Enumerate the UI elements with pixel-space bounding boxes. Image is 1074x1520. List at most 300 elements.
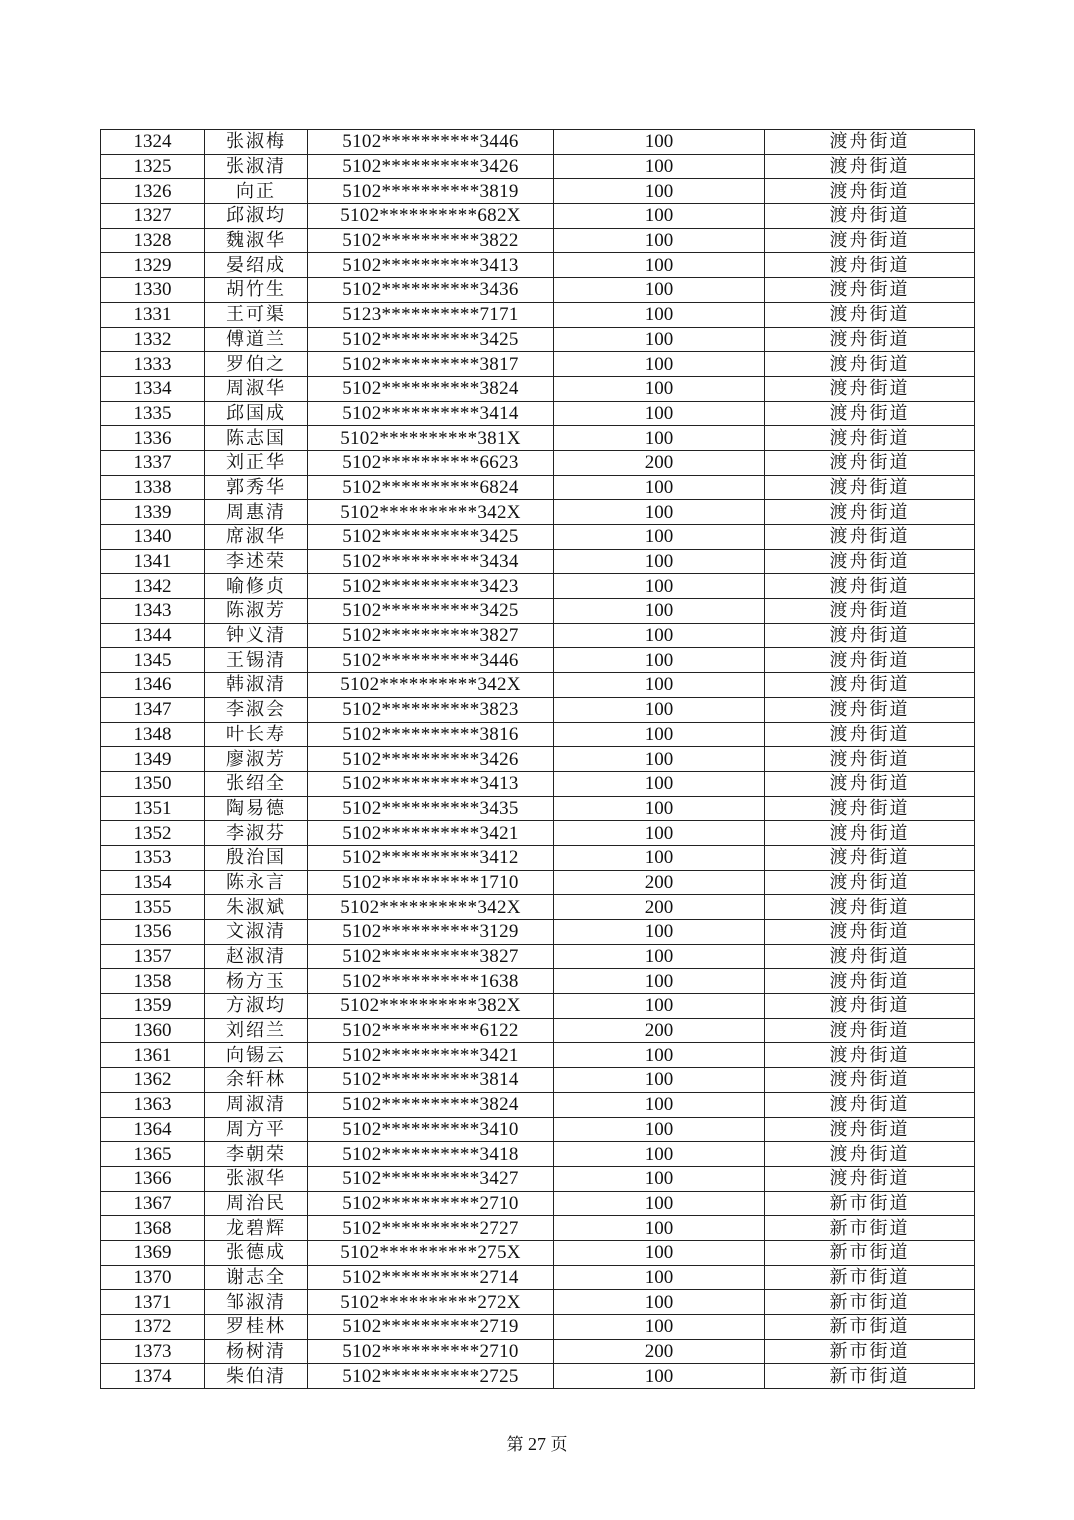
table-row	[101, 179, 975, 204]
row-number-cell: 1340	[101, 525, 205, 550]
table-row	[101, 154, 975, 179]
amount-cell: 100	[554, 771, 765, 796]
table-row	[101, 771, 975, 796]
id-number-cell: 5102**********3129	[308, 920, 554, 945]
table-row	[101, 870, 975, 895]
row-number-cell: 1334	[101, 376, 205, 401]
row-number-cell: 1352	[101, 821, 205, 846]
id-number-cell: 5102**********381X	[308, 426, 554, 451]
name-cell: 方淑均	[205, 994, 308, 1019]
row-number-cell: 1363	[101, 1092, 205, 1117]
row-number-cell: 1331	[101, 302, 205, 327]
street-cell: 渡舟街道	[765, 574, 975, 599]
name-cell: 魏淑华	[205, 228, 308, 253]
amount-cell: 100	[554, 130, 765, 155]
name-cell: 罗伯之	[205, 352, 308, 377]
street-cell: 新市街道	[765, 1315, 975, 1340]
street-cell: 渡舟街道	[765, 944, 975, 969]
amount-cell: 100	[554, 920, 765, 945]
name-cell: 殷治国	[205, 845, 308, 870]
id-number-cell: 5123**********7171	[308, 302, 554, 327]
id-number-cell: 5102**********2719	[308, 1315, 554, 1340]
row-number-cell: 1356	[101, 920, 205, 945]
street-cell: 渡舟街道	[765, 475, 975, 500]
id-number-cell: 5102**********3413	[308, 771, 554, 796]
name-cell: 陈志国	[205, 426, 308, 451]
amount-cell: 100	[554, 574, 765, 599]
id-number-cell: 5102**********3423	[308, 574, 554, 599]
id-number-cell: 5102**********3827	[308, 623, 554, 648]
amount-cell: 200	[554, 1018, 765, 1043]
id-number-cell: 5102**********3425	[308, 327, 554, 352]
table-row	[101, 475, 975, 500]
amount-cell: 100	[554, 1142, 765, 1167]
table-row	[101, 204, 975, 229]
amount-cell: 200	[554, 1339, 765, 1364]
street-cell: 渡舟街道	[765, 895, 975, 920]
name-cell: 刘绍兰	[205, 1018, 308, 1043]
row-number-cell: 1353	[101, 845, 205, 870]
table-row	[101, 130, 975, 155]
table-row	[101, 1339, 975, 1364]
row-number-cell: 1370	[101, 1265, 205, 1290]
amount-cell: 100	[554, 969, 765, 994]
amount-cell: 100	[554, 845, 765, 870]
name-cell: 刘正华	[205, 450, 308, 475]
table-row	[101, 1315, 975, 1340]
table-row	[101, 747, 975, 772]
id-number-cell: 5102**********3824	[308, 376, 554, 401]
table-row	[101, 1240, 975, 1265]
id-number-cell: 5102**********3446	[308, 130, 554, 155]
table-row	[101, 278, 975, 303]
name-cell: 罗桂林	[205, 1315, 308, 1340]
table-row	[101, 327, 975, 352]
amount-cell: 100	[554, 1043, 765, 1068]
amount-cell: 200	[554, 895, 765, 920]
row-number-cell: 1349	[101, 747, 205, 772]
row-number-cell: 1327	[101, 204, 205, 229]
street-cell: 渡舟街道	[765, 1142, 975, 1167]
page-number: 27	[528, 1434, 546, 1454]
name-cell: 叶长寿	[205, 722, 308, 747]
table-row	[101, 994, 975, 1019]
amount-cell: 100	[554, 401, 765, 426]
street-cell: 渡舟街道	[765, 697, 975, 722]
table-row	[101, 845, 975, 870]
street-cell: 渡舟街道	[765, 352, 975, 377]
street-cell: 渡舟街道	[765, 302, 975, 327]
amount-cell: 100	[554, 1240, 765, 1265]
name-cell: 向锡云	[205, 1043, 308, 1068]
row-number-cell: 1338	[101, 475, 205, 500]
name-cell: 张绍全	[205, 771, 308, 796]
row-number-cell: 1367	[101, 1191, 205, 1216]
name-cell: 杨方玉	[205, 969, 308, 994]
row-number-cell: 1360	[101, 1018, 205, 1043]
row-number-cell: 1335	[101, 401, 205, 426]
table-row	[101, 1018, 975, 1043]
name-cell: 杨树清	[205, 1339, 308, 1364]
name-cell: 周惠清	[205, 500, 308, 525]
row-number-cell: 1374	[101, 1364, 205, 1389]
id-number-cell: 5102**********2725	[308, 1364, 554, 1389]
street-cell: 渡舟街道	[765, 154, 975, 179]
amount-cell: 100	[554, 697, 765, 722]
street-cell: 渡舟街道	[765, 450, 975, 475]
street-cell: 渡舟街道	[765, 771, 975, 796]
id-number-cell: 5102**********3426	[308, 154, 554, 179]
row-number-cell: 1358	[101, 969, 205, 994]
row-number-cell: 1355	[101, 895, 205, 920]
table-row	[101, 1092, 975, 1117]
amount-cell: 100	[554, 228, 765, 253]
street-cell: 渡舟街道	[765, 821, 975, 846]
amount-cell: 100	[554, 1191, 765, 1216]
street-cell: 新市街道	[765, 1240, 975, 1265]
id-number-cell: 5102**********342X	[308, 500, 554, 525]
street-cell: 新市街道	[765, 1290, 975, 1315]
id-number-cell: 5102**********3446	[308, 648, 554, 673]
name-cell: 赵淑清	[205, 944, 308, 969]
id-number-cell: 5102**********3814	[308, 1068, 554, 1093]
name-cell: 李淑会	[205, 697, 308, 722]
page-footer	[0, 1430, 1074, 1455]
footer-suffix: 页	[550, 1435, 568, 1455]
name-cell: 韩淑清	[205, 673, 308, 698]
row-number-cell: 1350	[101, 771, 205, 796]
street-cell: 渡舟街道	[765, 1166, 975, 1191]
amount-cell: 100	[554, 253, 765, 278]
name-cell: 钟义清	[205, 623, 308, 648]
id-number-cell: 5102**********6623	[308, 450, 554, 475]
table-row	[101, 253, 975, 278]
id-number-cell: 5102**********682X	[308, 204, 554, 229]
table-row	[101, 1166, 975, 1191]
row-number-cell: 1333	[101, 352, 205, 377]
table-row	[101, 1364, 975, 1389]
row-number-cell: 1344	[101, 623, 205, 648]
amount-cell: 100	[554, 1265, 765, 1290]
amount-cell: 100	[554, 673, 765, 698]
amount-cell: 100	[554, 1068, 765, 1093]
name-cell: 傅道兰	[205, 327, 308, 352]
table-row	[101, 969, 975, 994]
amount-cell: 100	[554, 549, 765, 574]
row-number-cell: 1362	[101, 1068, 205, 1093]
table-row	[101, 549, 975, 574]
row-number-cell: 1328	[101, 228, 205, 253]
id-number-cell: 5102**********3817	[308, 352, 554, 377]
street-cell: 渡舟街道	[765, 204, 975, 229]
street-cell: 新市街道	[765, 1216, 975, 1241]
street-cell: 新市街道	[765, 1364, 975, 1389]
row-number-cell: 1341	[101, 549, 205, 574]
table-row	[101, 1142, 975, 1167]
table-row	[101, 450, 975, 475]
table-row	[101, 525, 975, 550]
footer-prefix: 第	[506, 1435, 524, 1455]
table-row	[101, 920, 975, 945]
street-cell: 渡舟街道	[765, 1068, 975, 1093]
street-cell: 渡舟街道	[765, 648, 975, 673]
table-row	[101, 228, 975, 253]
name-cell: 周治民	[205, 1191, 308, 1216]
table-row	[101, 401, 975, 426]
street-cell: 渡舟街道	[765, 920, 975, 945]
row-number-cell: 1369	[101, 1240, 205, 1265]
table-row	[101, 1043, 975, 1068]
row-number-cell: 1354	[101, 870, 205, 895]
table-row	[101, 352, 975, 377]
row-number-cell: 1348	[101, 722, 205, 747]
row-number-cell: 1339	[101, 500, 205, 525]
name-cell: 柴伯清	[205, 1364, 308, 1389]
street-cell: 渡舟街道	[765, 376, 975, 401]
street-cell: 渡舟街道	[765, 969, 975, 994]
street-cell: 新市街道	[765, 1265, 975, 1290]
street-cell: 渡舟街道	[765, 228, 975, 253]
amount-cell: 100	[554, 1315, 765, 1340]
name-cell: 余轩林	[205, 1068, 308, 1093]
name-cell: 张淑华	[205, 1166, 308, 1191]
amount-cell: 100	[554, 154, 765, 179]
table-row	[101, 623, 975, 648]
street-cell: 渡舟街道	[765, 278, 975, 303]
street-cell: 渡舟街道	[765, 426, 975, 451]
street-cell: 渡舟街道	[765, 179, 975, 204]
row-number-cell: 1364	[101, 1117, 205, 1142]
street-cell: 渡舟街道	[765, 845, 975, 870]
amount-cell: 100	[554, 352, 765, 377]
amount-cell: 100	[554, 204, 765, 229]
table-row	[101, 302, 975, 327]
row-number-cell: 1337	[101, 450, 205, 475]
id-number-cell: 5102**********3413	[308, 253, 554, 278]
table-row	[101, 376, 975, 401]
name-cell: 周淑清	[205, 1092, 308, 1117]
street-cell: 渡舟街道	[765, 1117, 975, 1142]
name-cell: 张淑清	[205, 154, 308, 179]
street-cell: 渡舟街道	[765, 1092, 975, 1117]
amount-cell: 100	[554, 821, 765, 846]
name-cell: 李淑芬	[205, 821, 308, 846]
street-cell: 渡舟街道	[765, 599, 975, 624]
row-number-cell: 1324	[101, 130, 205, 155]
amount-cell: 100	[554, 994, 765, 1019]
id-number-cell: 5102**********3426	[308, 747, 554, 772]
row-number-cell: 1347	[101, 697, 205, 722]
id-number-cell: 5102**********3819	[308, 179, 554, 204]
row-number-cell: 1342	[101, 574, 205, 599]
street-cell: 渡舟街道	[765, 549, 975, 574]
id-number-cell: 5102**********3412	[308, 845, 554, 870]
row-number-cell: 1372	[101, 1315, 205, 1340]
amount-cell: 100	[554, 796, 765, 821]
id-number-cell: 5102**********3436	[308, 278, 554, 303]
street-cell: 渡舟街道	[765, 623, 975, 648]
name-cell: 王可渠	[205, 302, 308, 327]
id-number-cell: 5102**********2727	[308, 1216, 554, 1241]
amount-cell: 100	[554, 278, 765, 303]
row-number-cell: 1343	[101, 599, 205, 624]
amount-cell: 100	[554, 327, 765, 352]
row-number-cell: 1346	[101, 673, 205, 698]
table-row	[101, 426, 975, 451]
name-cell: 陈永言	[205, 870, 308, 895]
row-number-cell: 1351	[101, 796, 205, 821]
table-row	[101, 1265, 975, 1290]
row-number-cell: 1325	[101, 154, 205, 179]
name-cell: 李朝荣	[205, 1142, 308, 1167]
id-number-cell: 5102**********2710	[308, 1191, 554, 1216]
table-row	[101, 500, 975, 525]
id-number-cell: 5102**********3410	[308, 1117, 554, 1142]
row-number-cell: 1359	[101, 994, 205, 1019]
amount-cell: 200	[554, 870, 765, 895]
amount-cell: 100	[554, 1092, 765, 1117]
id-number-cell: 5102**********3822	[308, 228, 554, 253]
table-row	[101, 1068, 975, 1093]
name-cell: 张德成	[205, 1240, 308, 1265]
table-row	[101, 1290, 975, 1315]
id-number-cell: 5102**********3435	[308, 796, 554, 821]
name-cell: 朱淑斌	[205, 895, 308, 920]
amount-cell: 100	[554, 648, 765, 673]
name-cell: 邹淑清	[205, 1290, 308, 1315]
street-cell: 渡舟街道	[765, 870, 975, 895]
street-cell: 新市街道	[765, 1191, 975, 1216]
row-number-cell: 1330	[101, 278, 205, 303]
id-number-cell: 5102**********2714	[308, 1265, 554, 1290]
id-number-cell: 5102**********3824	[308, 1092, 554, 1117]
table-row	[101, 796, 975, 821]
id-number-cell: 5102**********3427	[308, 1166, 554, 1191]
street-cell: 渡舟街道	[765, 1018, 975, 1043]
amount-cell: 200	[554, 450, 765, 475]
id-number-cell: 5102**********6122	[308, 1018, 554, 1043]
amount-cell: 100	[554, 376, 765, 401]
table-row	[101, 1117, 975, 1142]
table-row	[101, 722, 975, 747]
street-cell: 渡舟街道	[765, 401, 975, 426]
street-cell: 渡舟街道	[765, 747, 975, 772]
table-row	[101, 697, 975, 722]
name-cell: 王锡清	[205, 648, 308, 673]
name-cell: 龙碧辉	[205, 1216, 308, 1241]
amount-cell: 100	[554, 1216, 765, 1241]
name-cell: 席淑华	[205, 525, 308, 550]
name-cell: 邱淑均	[205, 204, 308, 229]
id-number-cell: 5102**********3414	[308, 401, 554, 426]
amount-cell: 100	[554, 1166, 765, 1191]
street-cell: 渡舟街道	[765, 994, 975, 1019]
street-cell: 渡舟街道	[765, 796, 975, 821]
name-cell: 喻修贞	[205, 574, 308, 599]
street-cell: 渡舟街道	[765, 673, 975, 698]
name-cell: 谢志全	[205, 1265, 308, 1290]
table-row	[101, 944, 975, 969]
id-number-cell: 5102**********3434	[308, 549, 554, 574]
amount-cell: 100	[554, 722, 765, 747]
row-number-cell: 1357	[101, 944, 205, 969]
id-number-cell: 5102**********3421	[308, 821, 554, 846]
row-number-cell: 1366	[101, 1166, 205, 1191]
row-number-cell: 1326	[101, 179, 205, 204]
name-cell: 周淑华	[205, 376, 308, 401]
street-cell: 渡舟街道	[765, 500, 975, 525]
name-cell: 胡竹生	[205, 278, 308, 303]
id-number-cell: 5102**********342X	[308, 673, 554, 698]
row-number-cell: 1345	[101, 648, 205, 673]
amount-cell: 100	[554, 1364, 765, 1389]
id-number-cell: 5102**********1638	[308, 969, 554, 994]
row-number-cell: 1361	[101, 1043, 205, 1068]
table-row	[101, 895, 975, 920]
id-number-cell: 5102**********3425	[308, 599, 554, 624]
street-cell: 渡舟街道	[765, 253, 975, 278]
amount-cell: 100	[554, 623, 765, 648]
street-cell: 渡舟街道	[765, 327, 975, 352]
table-row	[101, 821, 975, 846]
table-row	[101, 574, 975, 599]
row-number-cell: 1371	[101, 1290, 205, 1315]
street-cell: 渡舟街道	[765, 722, 975, 747]
id-number-cell: 5102**********272X	[308, 1290, 554, 1315]
street-cell: 渡舟街道	[765, 130, 975, 155]
amount-cell: 100	[554, 475, 765, 500]
row-number-cell: 1329	[101, 253, 205, 278]
name-cell: 陈淑芳	[205, 599, 308, 624]
id-number-cell: 5102**********3421	[308, 1043, 554, 1068]
name-cell: 邱国成	[205, 401, 308, 426]
name-cell: 陶易德	[205, 796, 308, 821]
name-cell: 郭秀华	[205, 475, 308, 500]
name-cell: 向正	[205, 179, 308, 204]
id-number-cell: 5102**********6824	[308, 475, 554, 500]
amount-cell: 100	[554, 1117, 765, 1142]
table-row	[101, 648, 975, 673]
amount-cell: 100	[554, 426, 765, 451]
id-number-cell: 5102**********382X	[308, 994, 554, 1019]
name-cell: 文淑清	[205, 920, 308, 945]
amount-cell: 100	[554, 944, 765, 969]
table-row	[101, 1191, 975, 1216]
id-number-cell: 5102**********3425	[308, 525, 554, 550]
id-number-cell: 5102**********2710	[308, 1339, 554, 1364]
row-number-cell: 1368	[101, 1216, 205, 1241]
street-cell: 渡舟街道	[765, 1043, 975, 1068]
name-cell: 晏绍成	[205, 253, 308, 278]
id-number-cell: 5102**********275X	[308, 1240, 554, 1265]
amount-cell: 100	[554, 1290, 765, 1315]
amount-cell: 100	[554, 179, 765, 204]
id-number-cell: 5102**********3827	[308, 944, 554, 969]
recipient-table	[100, 129, 975, 1389]
row-number-cell: 1332	[101, 327, 205, 352]
id-number-cell: 5102**********3823	[308, 697, 554, 722]
amount-cell: 100	[554, 599, 765, 624]
row-number-cell: 1365	[101, 1142, 205, 1167]
name-cell: 廖淑芳	[205, 747, 308, 772]
amount-cell: 100	[554, 500, 765, 525]
row-number-cell: 1373	[101, 1339, 205, 1364]
id-number-cell: 5102**********342X	[308, 895, 554, 920]
name-cell: 周方平	[205, 1117, 308, 1142]
table-row	[101, 673, 975, 698]
row-number-cell: 1336	[101, 426, 205, 451]
name-cell: 李述荣	[205, 549, 308, 574]
